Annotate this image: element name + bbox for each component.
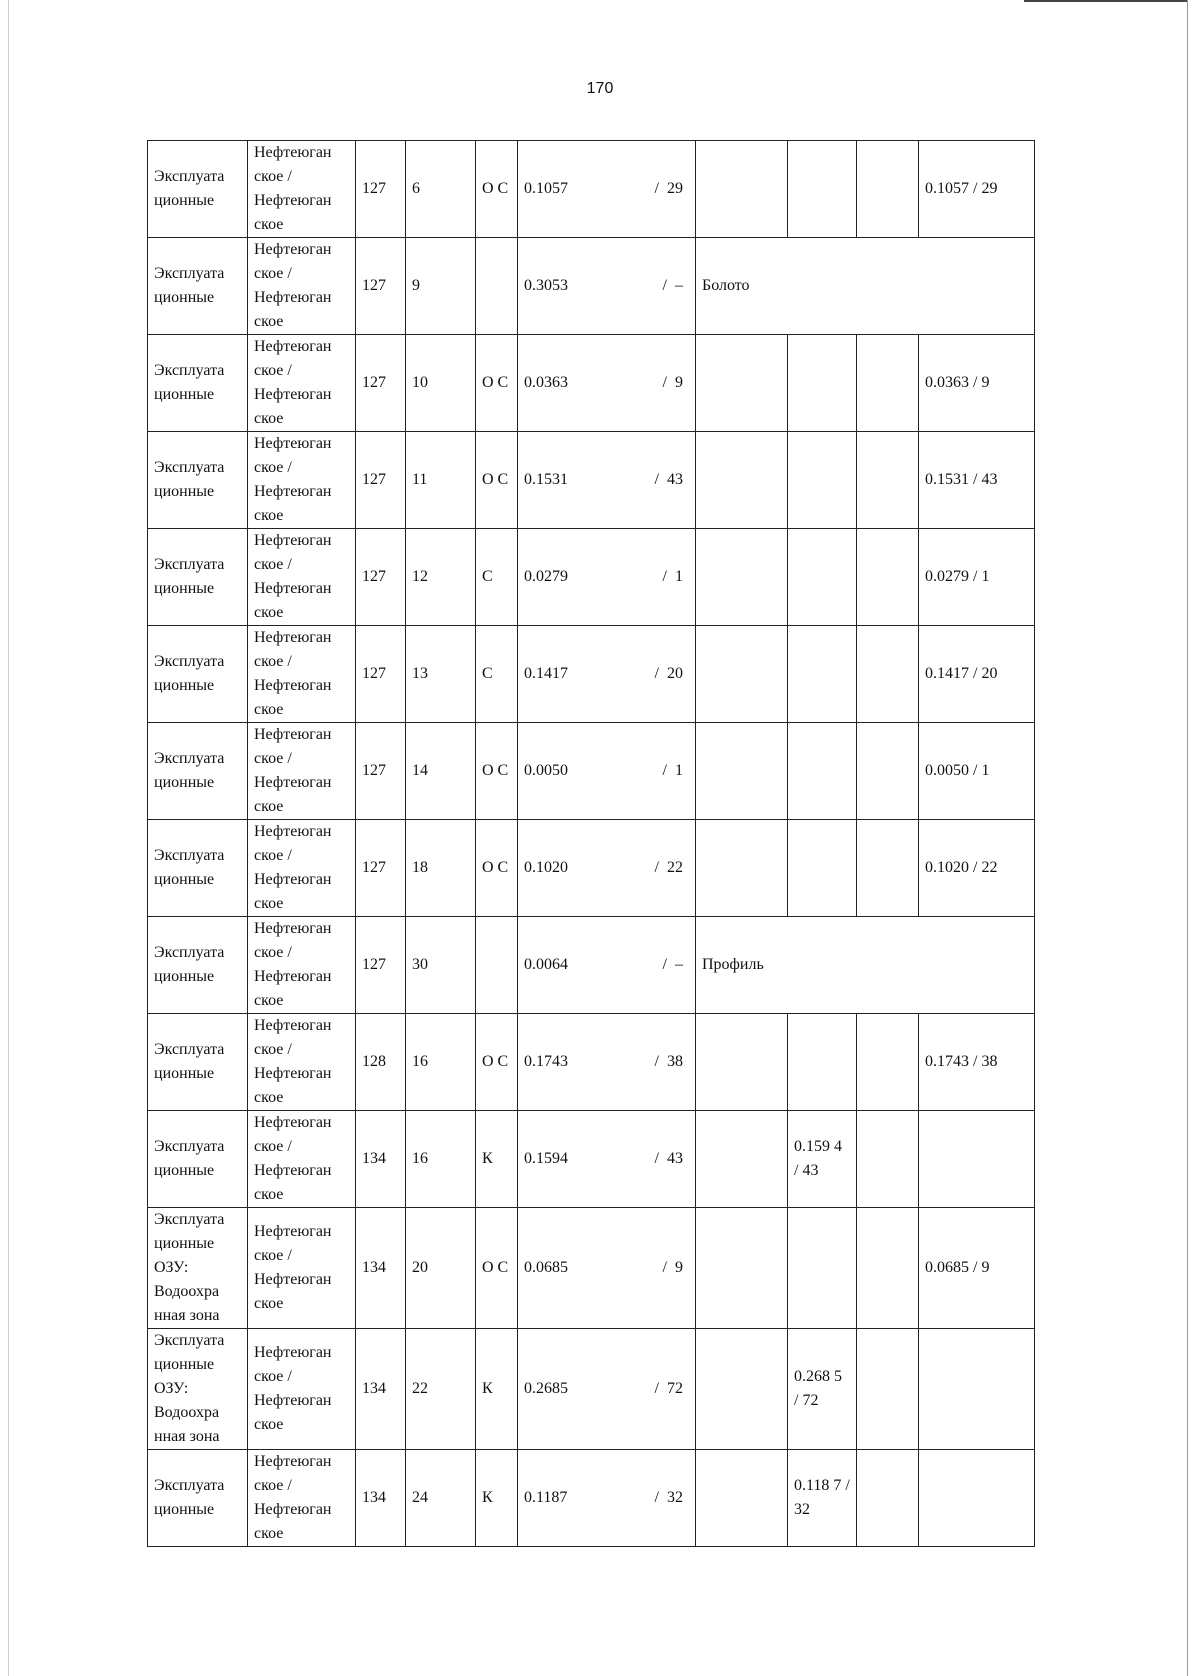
cell-plot-type: Эксплуата ционные xyxy=(148,1450,248,1547)
cell-col9 xyxy=(857,1111,919,1208)
cell-col8 xyxy=(788,723,857,820)
cell-well-number: 14 xyxy=(406,723,476,820)
area-value: 0.1187 xyxy=(524,1489,568,1506)
cell-col8 xyxy=(788,529,857,626)
table-row xyxy=(148,1329,1035,1450)
cell-col8 xyxy=(788,1208,857,1329)
cell-col10: 0.1057 / 29 xyxy=(919,141,1035,238)
table-row xyxy=(148,723,1035,820)
cell-area-count xyxy=(518,335,696,432)
cell-field-name: Нефтеюган ское / Нефтеюган ское xyxy=(248,432,356,529)
table-row xyxy=(148,626,1035,723)
cell-note: Болото xyxy=(696,238,1035,335)
count-value: – xyxy=(675,277,683,294)
cell-pad-number: 127 xyxy=(356,626,406,723)
table-row xyxy=(148,238,1035,335)
cell-category: О С xyxy=(476,723,518,820)
cell-area-count xyxy=(518,820,696,917)
cell-area-count xyxy=(518,1208,696,1329)
cell-category: О С xyxy=(476,141,518,238)
cell-plot-type: Эксплуата ционные xyxy=(148,723,248,820)
count-value: 38 xyxy=(667,1053,683,1070)
cell-well-number: 24 xyxy=(406,1450,476,1547)
cell-category: О С xyxy=(476,335,518,432)
table-row xyxy=(148,1014,1035,1111)
cell-pad-number: 127 xyxy=(356,141,406,238)
count-value: 20 xyxy=(667,665,683,682)
cell-col9 xyxy=(857,820,919,917)
cell-category: О С xyxy=(476,1014,518,1111)
area-count-separator: / xyxy=(662,1259,667,1276)
area-count-separator: / xyxy=(662,956,667,973)
cell-field-name: Нефтеюган ское / Нефтеюган ское xyxy=(248,917,356,1014)
cell-field-name: Нефтеюган ское / Нефтеюган ское xyxy=(248,626,356,723)
cell-pad-number: 134 xyxy=(356,1111,406,1208)
cell-col8: 0.118 7 / 32 xyxy=(788,1450,857,1547)
area-count-separator: / xyxy=(654,859,659,876)
cell-category: К xyxy=(476,1111,518,1208)
cell-plot-type: Эксплуата ционные xyxy=(148,917,248,1014)
area-count-separator: / xyxy=(662,568,667,585)
cell-area-count xyxy=(518,529,696,626)
cell-col10 xyxy=(919,1329,1035,1450)
cell-empty xyxy=(696,723,788,820)
table-row xyxy=(148,820,1035,917)
cell-col8 xyxy=(788,820,857,917)
cell-empty xyxy=(696,820,788,917)
cell-col9 xyxy=(857,1450,919,1547)
table-row xyxy=(148,529,1035,626)
cell-category: О С xyxy=(476,820,518,917)
area-value: 0.0279 xyxy=(524,568,568,585)
cell-col9 xyxy=(857,723,919,820)
cell-empty xyxy=(696,335,788,432)
cell-empty xyxy=(696,1329,788,1450)
cell-note: Профиль xyxy=(696,917,1035,1014)
cell-area-count xyxy=(518,432,696,529)
cell-field-name: Нефтеюган ское / Нефтеюган ское xyxy=(248,529,356,626)
cell-col10: 0.1531 / 43 xyxy=(919,432,1035,529)
table-row xyxy=(148,335,1035,432)
cell-pad-number: 134 xyxy=(356,1329,406,1450)
count-value: 9 xyxy=(675,374,683,391)
table-body xyxy=(148,141,1035,1547)
cell-category: О С xyxy=(476,1208,518,1329)
cell-field-name: Нефтеюган ское / Нефтеюган ское xyxy=(248,1450,356,1547)
count-value: – xyxy=(675,956,683,973)
area-value: 0.0050 xyxy=(524,762,568,779)
cell-area-count xyxy=(518,917,696,1014)
cell-col10 xyxy=(919,1111,1035,1208)
page-number: 170 xyxy=(586,80,614,97)
count-value: 22 xyxy=(667,859,683,876)
cell-field-name: Нефтеюган ское / Нефтеюган ское xyxy=(248,1208,356,1329)
area-value: 0.1594 xyxy=(524,1150,568,1167)
cell-col8 xyxy=(788,141,857,238)
cell-empty xyxy=(696,529,788,626)
count-value: 1 xyxy=(675,762,683,779)
cell-plot-type: Эксплуата ционные xyxy=(148,1111,248,1208)
cell-col8 xyxy=(788,335,857,432)
cell-well-number: 16 xyxy=(406,1111,476,1208)
cell-empty xyxy=(696,141,788,238)
cell-well-number: 18 xyxy=(406,820,476,917)
cell-area-count xyxy=(518,238,696,335)
cell-col9 xyxy=(857,626,919,723)
cell-pad-number: 127 xyxy=(356,335,406,432)
cell-well-number: 13 xyxy=(406,626,476,723)
cell-empty xyxy=(696,1208,788,1329)
cell-pad-number: 127 xyxy=(356,917,406,1014)
cell-field-name: Нефтеюган ское / Нефтеюган ское xyxy=(248,1014,356,1111)
area-value: 0.0363 xyxy=(524,374,568,391)
area-value: 0.1531 xyxy=(524,471,568,488)
land-plot-table xyxy=(147,140,1035,1547)
scan-edge-left xyxy=(8,0,9,1676)
cell-plot-type: Эксплуата ционные xyxy=(148,1014,248,1111)
cell-plot-type: Эксплуата ционные xyxy=(148,626,248,723)
cell-category xyxy=(476,238,518,335)
cell-pad-number: 127 xyxy=(356,723,406,820)
table-row xyxy=(148,141,1035,238)
cell-category xyxy=(476,917,518,1014)
area-count-separator: / xyxy=(662,762,667,779)
area-value: 0.1057 xyxy=(524,180,568,197)
cell-col9 xyxy=(857,141,919,238)
cell-empty xyxy=(696,1450,788,1547)
cell-field-name: Нефтеюган ское / Нефтеюган ское xyxy=(248,238,356,335)
table-row xyxy=(148,432,1035,529)
cell-area-count xyxy=(518,1329,696,1450)
cell-plot-type: Эксплуата ционные xyxy=(148,141,248,238)
cell-col10: 0.0685 / 9 xyxy=(919,1208,1035,1329)
area-count-separator: / xyxy=(662,374,667,391)
cell-well-number: 10 xyxy=(406,335,476,432)
cell-category: С xyxy=(476,626,518,723)
count-value: 1 xyxy=(675,568,683,585)
cell-category: С xyxy=(476,529,518,626)
cell-area-count xyxy=(518,723,696,820)
table-row xyxy=(148,1208,1035,1329)
cell-col9 xyxy=(857,1329,919,1450)
scan-edge-right xyxy=(1187,0,1188,1676)
cell-col10: 0.0050 / 1 xyxy=(919,723,1035,820)
cell-col10 xyxy=(919,1450,1035,1547)
cell-col10: 0.1020 / 22 xyxy=(919,820,1035,917)
cell-col10: 0.0363 / 9 xyxy=(919,335,1035,432)
cell-category: К xyxy=(476,1450,518,1547)
area-count-separator: / xyxy=(654,665,659,682)
cell-category: К xyxy=(476,1329,518,1450)
cell-pad-number: 127 xyxy=(356,529,406,626)
area-count-separator: / xyxy=(654,1380,659,1397)
area-count-separator: / xyxy=(662,277,667,294)
cell-area-count xyxy=(518,1111,696,1208)
cell-area-count xyxy=(518,141,696,238)
cell-col10: 0.1417 / 20 xyxy=(919,626,1035,723)
cell-col9 xyxy=(857,335,919,432)
cell-col9 xyxy=(857,1208,919,1329)
cell-pad-number: 127 xyxy=(356,238,406,335)
cell-well-number: 16 xyxy=(406,1014,476,1111)
count-value: 9 xyxy=(675,1259,683,1276)
cell-field-name: Нефтеюган ское / Нефтеюган ское xyxy=(248,335,356,432)
cell-plot-type: Эксплуата ционные xyxy=(148,432,248,529)
cell-col8 xyxy=(788,432,857,529)
cell-field-name: Нефтеюган ское / Нефтеюган ское xyxy=(248,723,356,820)
cell-well-number: 30 xyxy=(406,917,476,1014)
cell-well-number: 20 xyxy=(406,1208,476,1329)
cell-area-count xyxy=(518,626,696,723)
cell-empty xyxy=(696,626,788,723)
area-value: 0.3053 xyxy=(524,277,568,294)
area-value: 0.1020 xyxy=(524,859,568,876)
area-value: 0.1743 xyxy=(524,1053,568,1070)
count-value: 29 xyxy=(667,180,683,197)
cell-well-number: 22 xyxy=(406,1329,476,1450)
area-count-separator: / xyxy=(654,1489,659,1506)
cell-well-number: 11 xyxy=(406,432,476,529)
cell-plot-type: Эксплуата ционные ОЗУ: Водоохра нная зона xyxy=(148,1208,248,1329)
area-value: 0.0685 xyxy=(524,1259,568,1276)
count-value: 72 xyxy=(667,1380,683,1397)
cell-field-name: Нефтеюган ское / Нефтеюган ское xyxy=(248,1111,356,1208)
area-count-separator: / xyxy=(654,471,659,488)
cell-empty xyxy=(696,1014,788,1111)
cell-well-number: 6 xyxy=(406,141,476,238)
cell-col9 xyxy=(857,1014,919,1111)
area-count-separator: / xyxy=(654,1053,659,1070)
cell-area-count xyxy=(518,1014,696,1111)
table-row xyxy=(148,1450,1035,1547)
cell-col10: 0.0279 / 1 xyxy=(919,529,1035,626)
cell-pad-number: 134 xyxy=(356,1208,406,1329)
cell-pad-number: 127 xyxy=(356,432,406,529)
area-count-separator: / xyxy=(654,180,659,197)
area-value: 0.1417 xyxy=(524,665,568,682)
cell-empty xyxy=(696,432,788,529)
cell-pad-number: 127 xyxy=(356,820,406,917)
cell-plot-type: Эксплуата ционные xyxy=(148,238,248,335)
table-row xyxy=(148,1111,1035,1208)
count-value: 32 xyxy=(667,1489,683,1506)
cell-pad-number: 134 xyxy=(356,1450,406,1547)
count-value: 43 xyxy=(667,1150,683,1167)
scan-edge-top xyxy=(1024,0,1187,2)
table-row xyxy=(148,917,1035,1014)
cell-col8: 0.268 5 / 72 xyxy=(788,1329,857,1450)
area-count-separator: / xyxy=(654,1150,659,1167)
cell-empty xyxy=(696,1111,788,1208)
cell-col8: 0.159 4 / 43 xyxy=(788,1111,857,1208)
count-value: 43 xyxy=(667,471,683,488)
cell-plot-type: Эксплуата ционные xyxy=(148,529,248,626)
cell-col9 xyxy=(857,529,919,626)
cell-plot-type: Эксплуата ционные xyxy=(148,820,248,917)
area-value: 0.2685 xyxy=(524,1380,568,1397)
cell-well-number: 9 xyxy=(406,238,476,335)
cell-area-count xyxy=(518,1450,696,1547)
cell-field-name: Нефтеюган ское / Нефтеюган ское xyxy=(248,141,356,238)
cell-plot-type: Эксплуата ционные ОЗУ: Водоохра нная зона xyxy=(148,1329,248,1450)
cell-field-name: Нефтеюган ское / Нефтеюган ское xyxy=(248,820,356,917)
cell-category: О С xyxy=(476,432,518,529)
cell-col9 xyxy=(857,432,919,529)
cell-col8 xyxy=(788,1014,857,1111)
cell-pad-number: 128 xyxy=(356,1014,406,1111)
cell-col8 xyxy=(788,626,857,723)
cell-col10: 0.1743 / 38 xyxy=(919,1014,1035,1111)
cell-well-number: 12 xyxy=(406,529,476,626)
cell-plot-type: Эксплуата ционные xyxy=(148,335,248,432)
area-value: 0.0064 xyxy=(524,956,568,973)
cell-field-name: Нефтеюган ское / Нефтеюган ское xyxy=(248,1329,356,1450)
